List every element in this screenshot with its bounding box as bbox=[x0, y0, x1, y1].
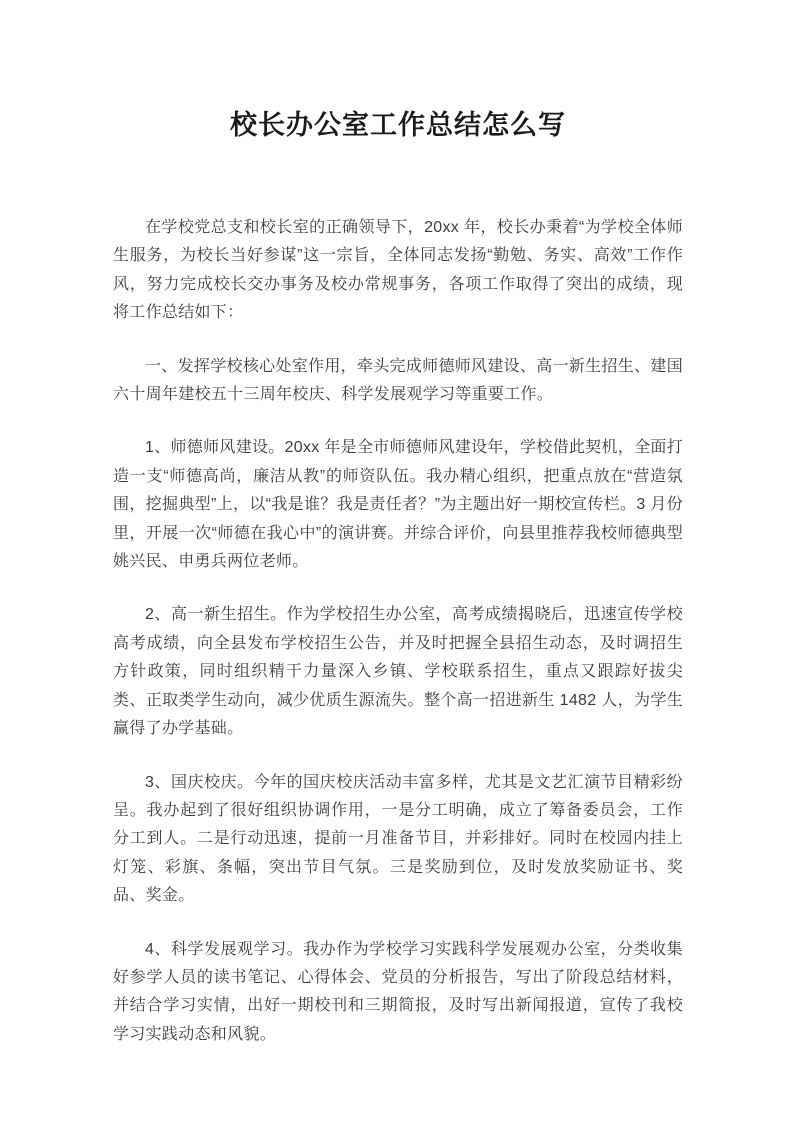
paragraph-intro: 在学校党总支和校长室的正确领导下，20xx 年，校长办秉着“为学校全体师生服务，为校长当好参谋”这一宗旨，全体同志发扬“勤勉、务实、高效”工作作风，努力完成校长交办事务及校办常规事务，各项工作取得了突出的成绩，现将工作总结如下： bbox=[113, 219, 683, 322]
document-body bbox=[113, 214, 683, 1049]
paragraph-section-heading: 一、发挥学校核心处室作用，牵头完成师德师风建设、高一新生招生、建国六十周年建校五十三周年校庆、科学发展观学习等重要工作。 bbox=[113, 357, 683, 404]
paragraph-item-4-kexue-fazhanguan: 4、科学发展观学习。我办作为学校学习实践科学发展观办公室，分类收集好参学人员的读书笔记、心得体会、党员的分析报告，写出了阶段总结材料，并结合学习实情，出好一期校刊和三期简报，及时写出新闻报道，宣传了我校学习实践动态和风貌。 bbox=[113, 940, 683, 1043]
paragraph-item-1-shide-shifeng: 1、师德师风建设。20xx 年是全市师德师风建设年，学校借此契机，全面打造一支“师德高尚，廉洁从教”的师资队伍。我办精心组织，把重点放在“营造氛围，挖掘典型”上，以“我是谁？我是责任者？”为主题出好一期校宣传栏。3 月份里，开展一次“师德在我心中”的演讲赛。并综合评价，向县里推荐我校师德典型姚兴民、申勇兵两位老师。 bbox=[113, 439, 683, 571]
paragraph-item-3-guoqing-xiaoqing: 3、国庆校庆。今年的国庆校庆活动丰富多样，尤其是文艺汇演节目精彩纷呈。我办起到了很好组织协调作用，一是分工明确，成立了筹备委员会，工作分工到人。二是行动迅速，提前一月准备节目，并彩排好。同时在校园内挂上灯笼、彩旗、条幅，突出节目气氛。三是奖励到位，及时发放奖励证书、奖品、奖金。 bbox=[113, 773, 683, 905]
document-title: 校长办公室工作总结怎么写 bbox=[230, 110, 566, 140]
paragraph-item-2-zhaosheng: 2、高一新生招生。作为学校招生办公室，高考成绩揭晓后，迅速宣传学校高考成绩，向全县发布学校招生公告，并及时把握全县招生动态，及时调招生方针政策，同时组织精干力量深入乡镇、学校联系招生，重点又跟踪好拔尖类、正取类学生动向，减少优质生源流失。整个高一招进新生 1482 人，为学生赢得了办学基础。 bbox=[113, 606, 683, 738]
